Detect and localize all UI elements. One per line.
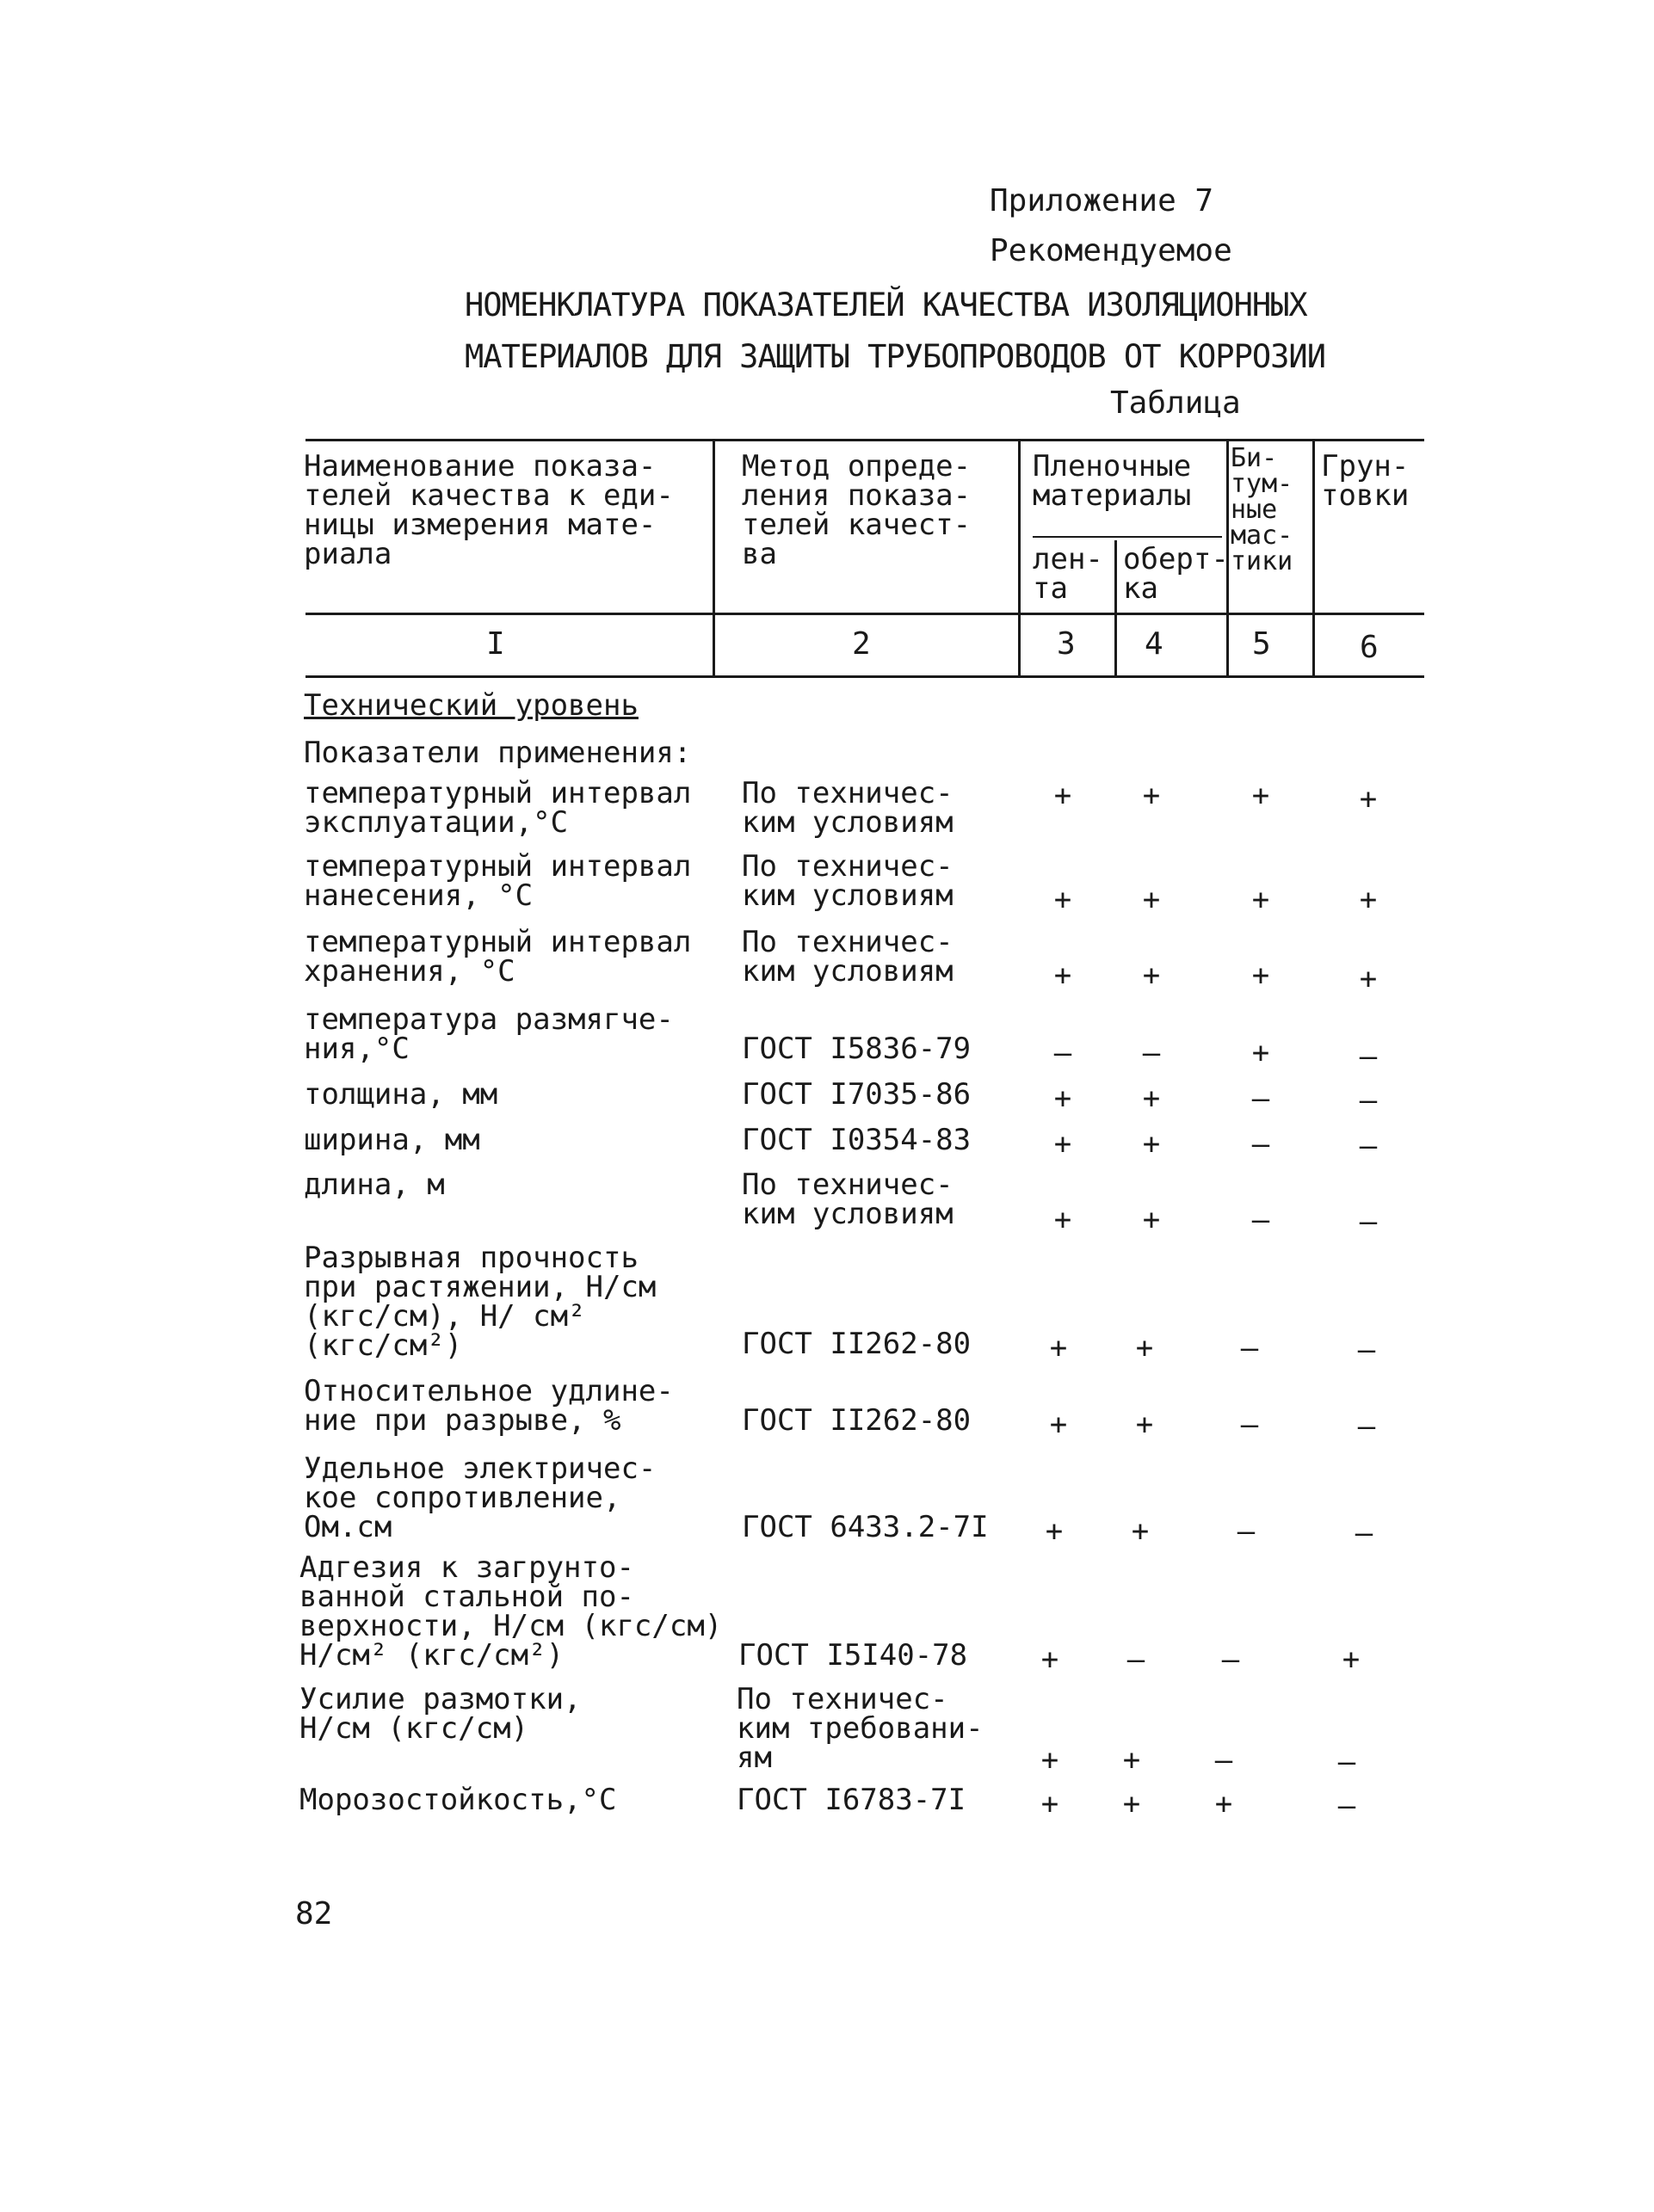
mark-primers: – — [1337, 1745, 1356, 1779]
mark-bitumen: – — [1240, 1331, 1259, 1365]
row-method: По техничес- ким условиям — [742, 776, 954, 840]
mark-primers: + — [1359, 883, 1378, 917]
row-name: Адгезия к загрунто- ванной стальной по- верхности, Н/см (кгс/см) Н/см² (кгс/см²) — [299, 1550, 723, 1673]
mark-wrap: + — [1142, 1081, 1161, 1116]
col-number-6: 6 — [1360, 630, 1379, 665]
row-name: длина, м — [304, 1168, 445, 1202]
col-header-film: Пленочные материалы — [1033, 449, 1192, 513]
col-number-5: 5 — [1252, 626, 1271, 662]
row-name: Усилие размотки, Н/см (кгс/см) — [299, 1682, 582, 1746]
row-name: температурный интервал хранения, °С — [304, 925, 692, 989]
section-title: Технический уровень — [304, 688, 639, 723]
mark-tape: + — [1053, 958, 1072, 993]
mark-tape: – — [1053, 1036, 1072, 1070]
col-divider-3 — [1114, 540, 1117, 675]
film-subheader-border — [1033, 536, 1222, 538]
col-header-name: Наименование показа- телей качества к еди- ницы измерения мате- риала — [304, 449, 674, 571]
mark-primers: – — [1355, 1516, 1373, 1550]
mark-tape: + — [1053, 779, 1072, 813]
mark-wrap: – — [1126, 1642, 1145, 1677]
mark-bitumen: + — [1251, 958, 1270, 993]
row-method: ГОСТ I7035-86 — [742, 1077, 972, 1112]
appendix-header — [990, 176, 1232, 276]
header-bottom-border — [305, 613, 1424, 615]
mark-wrap: + — [1122, 1787, 1141, 1821]
col-divider-1 — [713, 439, 715, 675]
mark-bitumen: – — [1214, 1743, 1233, 1778]
mark-primers: + — [1359, 782, 1378, 816]
table-top-border — [305, 439, 1424, 441]
appendix-status: Рекомендуемое — [990, 233, 1232, 268]
mark-primers: – — [1359, 1129, 1378, 1163]
row-method: ГОСТ I6783-7I — [737, 1783, 966, 1817]
mark-bitumen: + — [1251, 883, 1270, 917]
col-number-2: 2 — [852, 626, 871, 662]
mark-wrap: + — [1142, 1203, 1161, 1237]
mark-tape: + — [1040, 1743, 1059, 1778]
mark-bitumen: – — [1251, 1081, 1270, 1116]
mark-tape: + — [1049, 1331, 1068, 1365]
mark-wrap: + — [1142, 779, 1161, 813]
col-header-bitumen: Би- тум- ные мас- тики — [1231, 443, 1293, 576]
title-line-2: МАТЕРИАЛОВ ДЛЯ ЗАЩИТЫ ТРУБОПРОВОДОВ ОТ КОРРОЗИИ — [465, 338, 1325, 375]
col-number-1: I — [486, 626, 505, 662]
mark-bitumen: + — [1251, 779, 1270, 813]
mark-bitumen: – — [1221, 1642, 1240, 1677]
numbers-bottom-border — [305, 675, 1424, 678]
mark-bitumen: – — [1240, 1408, 1259, 1442]
row-method: ГОСТ I5836-79 — [742, 1032, 972, 1066]
row-name: Удельное электричес- кое сопротивление, Ом.см — [304, 1451, 657, 1544]
row-name: температурный интервал эксплуатации,°С — [304, 776, 692, 840]
mark-tape: + — [1049, 1408, 1068, 1442]
mark-bitumen: – — [1237, 1514, 1256, 1549]
mark-tape: + — [1053, 1127, 1072, 1161]
row-method: По техничес- ким условиям — [742, 1168, 954, 1231]
mark-wrap: + — [1131, 1514, 1150, 1549]
mark-wrap: + — [1142, 958, 1161, 993]
mark-bitumen: – — [1251, 1203, 1270, 1237]
col-divider-2 — [1018, 439, 1021, 675]
mark-primers: – — [1359, 1083, 1378, 1118]
appendix-number: Приложение 7 — [990, 183, 1214, 219]
col-number-3: 3 — [1057, 626, 1076, 662]
col-header-method: Метод опреде- ления показа- телей качест- ва — [742, 449, 972, 571]
row-name: ширина, мм — [304, 1123, 480, 1157]
col-header-primers: Грун- товки — [1321, 449, 1410, 513]
mark-primers: + — [1359, 962, 1378, 996]
mark-tape: + — [1053, 1203, 1072, 1237]
mark-wrap: – — [1142, 1036, 1161, 1070]
mark-wrap: + — [1122, 1743, 1141, 1778]
subsection-title: Показатели применения: — [304, 736, 692, 770]
col-header-wrap: оберт- ка — [1123, 542, 1229, 606]
col-number-4: 4 — [1145, 626, 1163, 662]
mark-wrap: + — [1135, 1331, 1154, 1365]
mark-wrap: + — [1142, 1127, 1161, 1161]
mark-primers: – — [1357, 1333, 1376, 1367]
mark-bitumen: + — [1251, 1036, 1270, 1070]
row-method: ГОСТ II262-80 — [742, 1403, 972, 1438]
mark-tape: + — [1040, 1787, 1059, 1821]
row-method: ГОСТ II262-80 — [742, 1327, 972, 1361]
row-method: ГОСТ I5I40-78 — [738, 1638, 968, 1673]
row-name: Разрывная прочность при растяжении, Н/см (кгс/см), Н/ см² (кгс/см²) — [304, 1241, 657, 1363]
table-label: Таблица — [1110, 385, 1241, 421]
mark-bitumen: + — [1214, 1787, 1233, 1821]
mark-tape: + — [1040, 1642, 1059, 1677]
mark-primers: – — [1359, 1205, 1378, 1239]
mark-primers: – — [1357, 1409, 1376, 1444]
row-name: толщина, мм — [304, 1077, 498, 1112]
col-header-tape: лен- та — [1033, 542, 1103, 606]
col-divider-5 — [1312, 439, 1315, 675]
row-name: Морозостойкость,°С — [299, 1783, 617, 1817]
mark-bitumen: – — [1251, 1127, 1270, 1161]
row-method: ГОСТ I0354-83 — [742, 1123, 972, 1157]
mark-wrap: + — [1142, 883, 1161, 917]
mark-primers: + — [1342, 1642, 1361, 1677]
mark-tape: + — [1053, 1081, 1072, 1116]
mark-tape: + — [1045, 1514, 1064, 1549]
mark-primers: – — [1337, 1789, 1356, 1823]
mark-primers: – — [1359, 1039, 1378, 1074]
row-method: По техничес- ким условиям — [742, 849, 954, 913]
row-method: По техничес- ким условиям — [742, 925, 954, 989]
row-name: Относительное удлине- ние при разрыве, % — [304, 1374, 674, 1438]
mark-tape: + — [1053, 883, 1072, 917]
title-line-1: НОМЕНКЛАТУРА ПОКАЗАТЕЛЕЙ КАЧЕСТВА ИЗОЛЯЦИОННЫХ — [465, 287, 1307, 323]
row-name: температура размягче- ния,°С — [304, 1002, 674, 1066]
row-name: температурный интервал нанесения, °С — [304, 849, 692, 913]
row-method: ГОСТ 6433.2-7I — [742, 1510, 989, 1544]
mark-wrap: + — [1135, 1408, 1154, 1442]
page-number: 82 — [295, 1896, 333, 1932]
page-title — [465, 280, 1325, 383]
row-method: По техничес- ким требовани- ям — [737, 1682, 984, 1775]
